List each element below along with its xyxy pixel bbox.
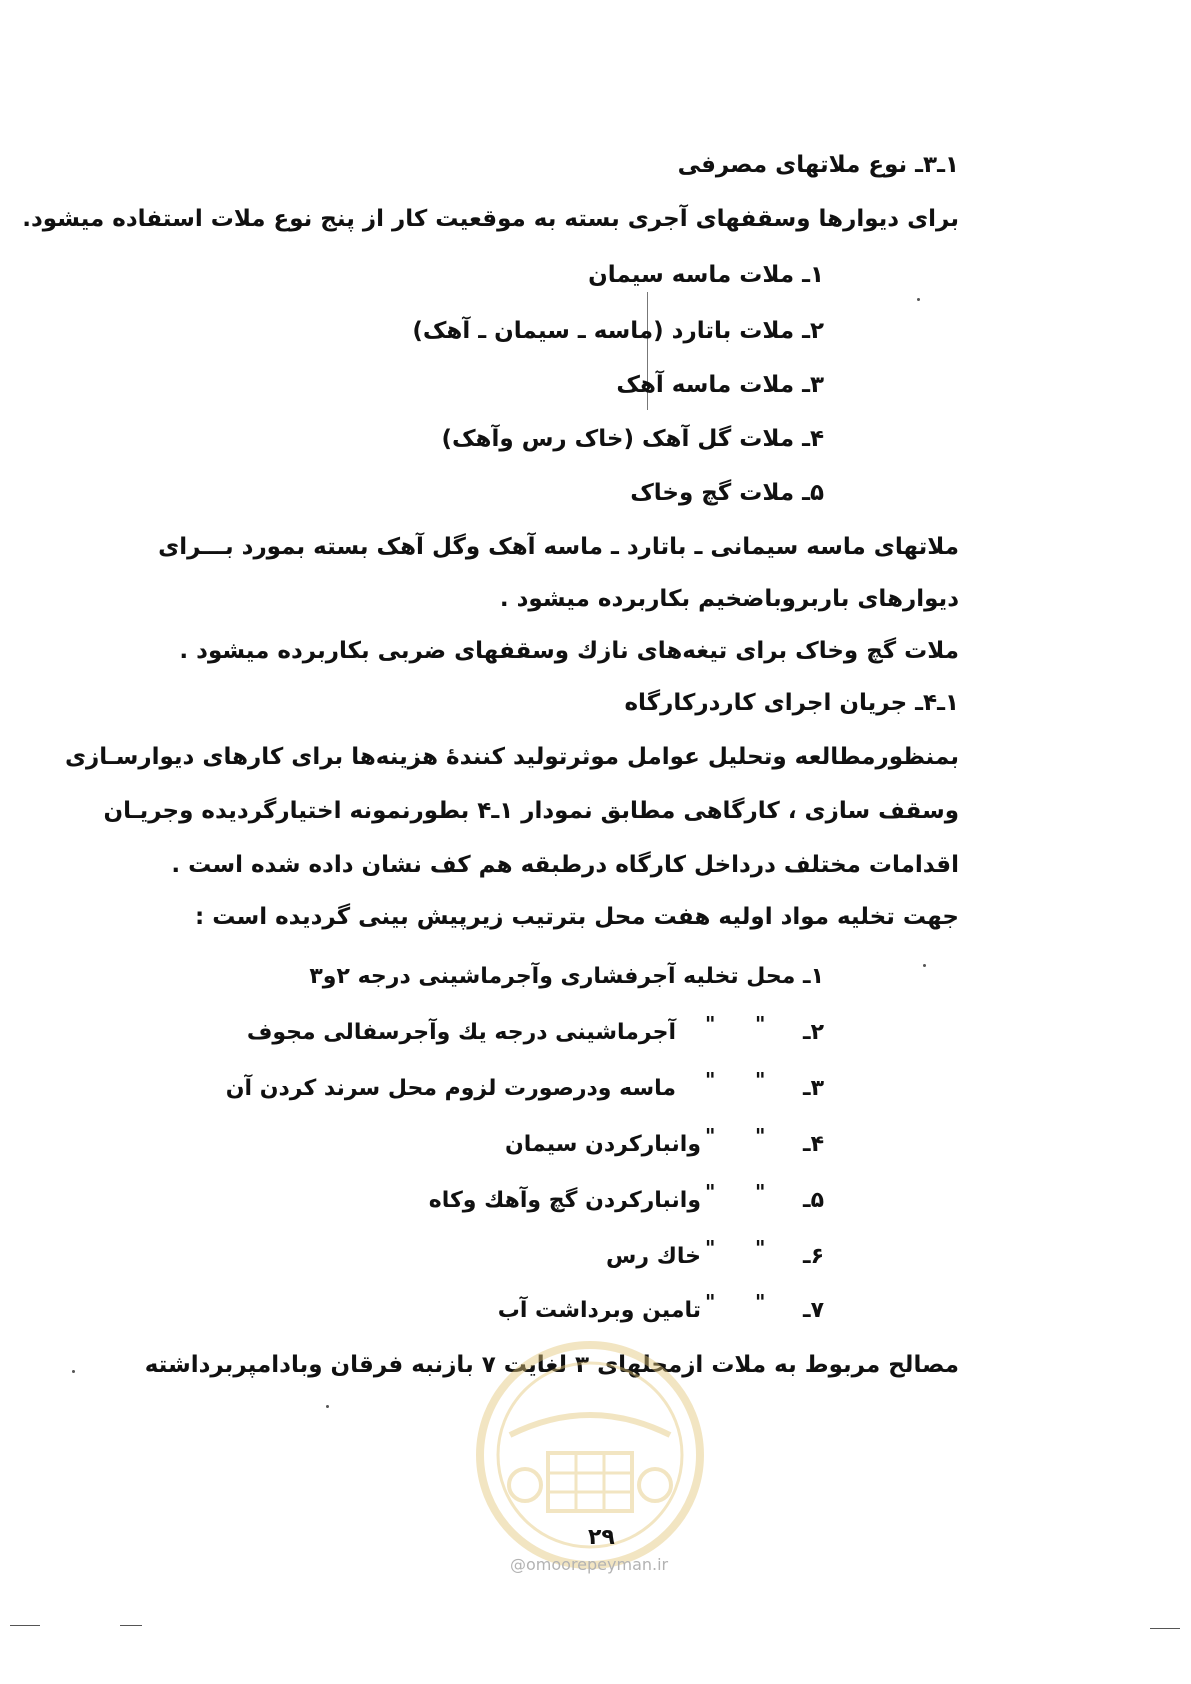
place-text: محل تخلیه آجرفشاری وآجرماشینی درجه ۲و۳	[309, 964, 796, 989]
place-item-4-number: ۴ـ	[803, 1132, 824, 1157]
mortar-item-5: ۵ـ ملات گچ وخاک	[630, 480, 824, 506]
ditto-mark: "	[705, 1236, 716, 1260]
paragraph-line: دیوارهای باربروباضخیم بکاربرده میشود .	[499, 586, 959, 612]
place-item-5: وانبارکردن گچ وآهك وکاه	[428, 1188, 701, 1213]
mortar-item-1: ۱ـ ملات ماسه سیمان	[588, 262, 824, 288]
paragraph-line: بمنظورمطالعه وتحلیل عوامل موثرتولید کنندهٔ هزینه‌ها برای کارهای دیوارسـازی	[64, 744, 959, 770]
section-intro: برای دیوارها وسقفهای آجری بسته به موقعیت کار از پنج نوع ملات استفاده میشود.	[22, 206, 959, 232]
ditto-mark: "	[705, 1012, 716, 1036]
ditto-mark: "	[705, 1068, 716, 1092]
paragraph-line: مصالح مربوط به ملات ازمحلهای ۳ لغایت ۷ بازنبه فرقان وبادامپربرداشته	[144, 1352, 959, 1378]
ditto-mark: "	[705, 1180, 716, 1204]
watermark-site-text: @omoorepeyman.ir	[510, 1555, 669, 1574]
scan-artifact-mark	[326, 1405, 329, 1408]
paragraph-line: ملات گچ وخاک برای تیغه‌های نازك وسقفهای ضربی بکاربرده میشود .	[179, 638, 959, 664]
place-item-6: خاك رس	[606, 1244, 701, 1269]
mortar-item-2: ۲ـ ملات باتارد (ماسه ـ سیمان ـ آهک)	[412, 318, 824, 344]
mortar-item-4: ۴ـ ملات گل آهک (خاک رس وآهک)	[441, 426, 824, 452]
section-heading-1-4: ۱ـ۴ـ جریان اجرای کاردرکارگاه	[624, 690, 959, 716]
ditto-mark: "	[705, 1290, 716, 1314]
ditto-mark: "	[755, 1012, 766, 1036]
place-item-7-number: ۷ـ	[803, 1298, 824, 1323]
place-number: ۱ـ	[803, 964, 824, 989]
place-item-3: ماسه ودرصورت لزوم محل سرند کردن آن	[225, 1076, 676, 1101]
section-heading-1-3: ۱ـ۳ـ نوع ملاتهای مصرفی	[677, 152, 959, 178]
place-item-2: آجرماشینی درجه یك وآجرسفالی مجوف	[246, 1020, 676, 1045]
place-item-3-number: ۳ـ	[803, 1076, 824, 1101]
scan-artifact-mark	[1150, 1628, 1180, 1629]
ditto-mark: "	[755, 1180, 766, 1204]
ditto-mark: "	[755, 1124, 766, 1148]
ditto-mark: "	[755, 1290, 766, 1314]
scan-artifact-mark	[120, 1625, 142, 1626]
place-item-6-number: ۶ـ	[803, 1244, 824, 1269]
scan-artifact-mark	[10, 1625, 40, 1626]
place-item-4: وانبارکردن سیمان	[505, 1132, 701, 1157]
place-item-7: تامین وبرداشت آب	[497, 1298, 701, 1323]
scan-artifact-mark	[72, 1370, 75, 1373]
place-item-2-number: ۲ـ	[803, 1020, 824, 1045]
paragraph-line: وسقف سازی ، کارگاهی مطابق نمودار ۱ـ۴ بطورنمونه اختیارگردیده وجریـان	[103, 798, 959, 824]
mortar-item-3: ۳ـ ملات ماسه آهک	[616, 372, 824, 398]
scan-artifact-mark	[917, 298, 920, 301]
ditto-mark: "	[755, 1068, 766, 1092]
paragraph-line: جهت تخلیه مواد اولیه هفت محل بترتیب زیرپیش بینی گردیده است :	[195, 904, 959, 930]
place-item-5-number: ۵ـ	[803, 1188, 824, 1213]
page-number: ۲۹	[588, 1525, 615, 1550]
paragraph-line: ملاتهای ماسه سیمانی ـ باتارد ـ ماسه آهک وگل آهک بسته بمورد بـــرای	[158, 534, 959, 560]
place-item-1	[309, 962, 824, 992]
ditto-mark: "	[705, 1124, 716, 1148]
ditto-mark: "	[755, 1236, 766, 1260]
scan-artifact-mark	[923, 964, 926, 967]
paragraph-line: اقدامات مختلف درداخل کارگاه درطبقه هم کف نشان داده شده است .	[171, 852, 959, 878]
